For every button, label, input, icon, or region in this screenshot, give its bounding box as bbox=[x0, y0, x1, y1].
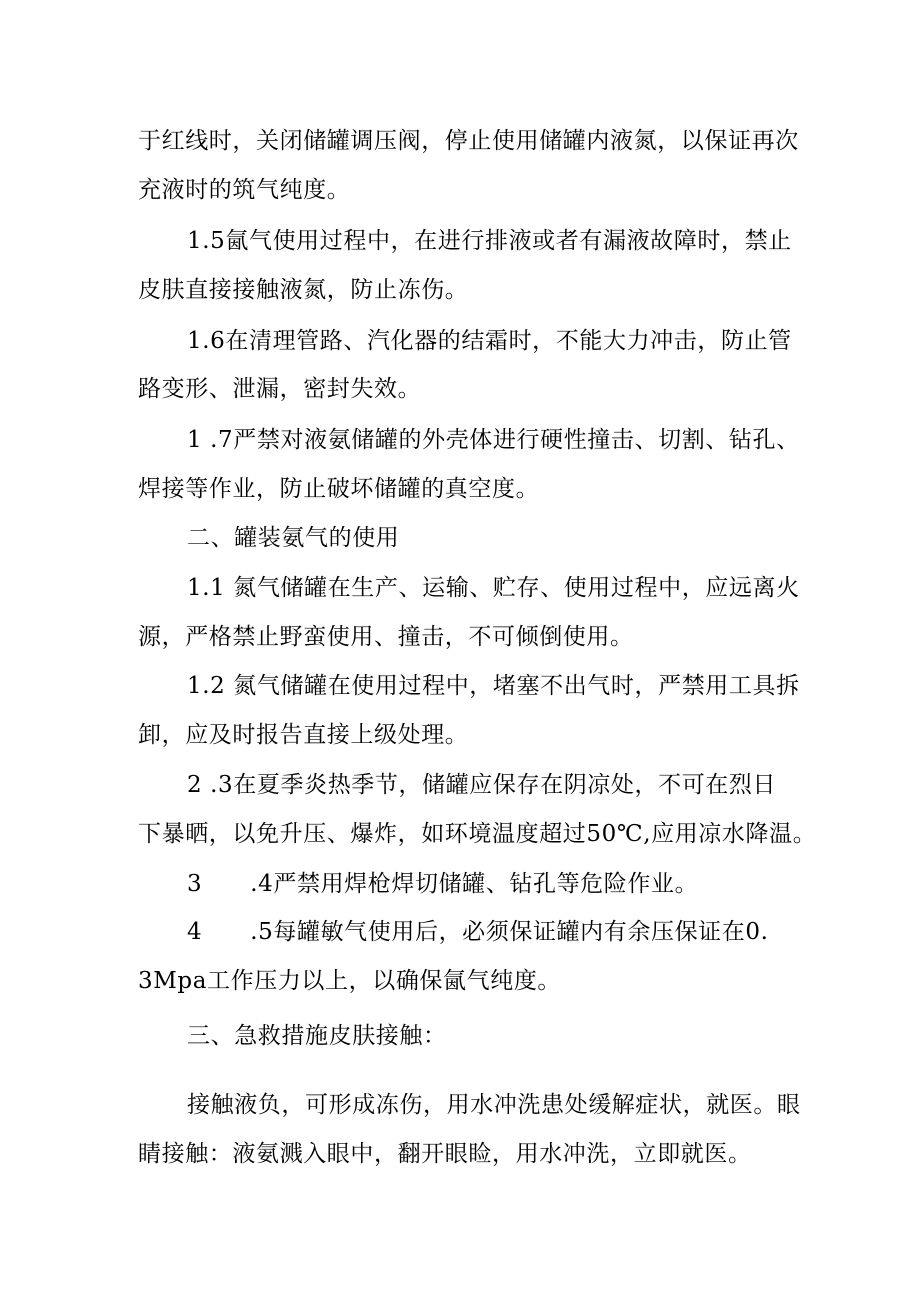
item-number-4: 4 bbox=[187, 919, 203, 945]
text-line-6: 路变形、泄漏，密封失效。 bbox=[138, 376, 422, 402]
section-heading-3: 三、急救措施皮肤接触： bbox=[187, 1023, 447, 1049]
text-line-20: 接触液负，可形成冻伤，用水冲洗患处缓解症状，就医。眼 bbox=[187, 1092, 801, 1118]
text-line-3: 1.5氤气使用过程中，在进行排液或者有漏液故障时，禁止 bbox=[187, 228, 792, 254]
item-number-3: 3 bbox=[187, 871, 203, 897]
text-line-12: 1.2 氮气储罐在使用过程中，堵塞不出气时，严禁用工具拆 bbox=[187, 673, 800, 699]
text-line-18: 3Mpa工作压力以上，以确保氤气纯度。 bbox=[138, 968, 562, 994]
text-line-14: 2 .3在夏季炎热季节，储罐应保存在阴凉处，不可在烈日 bbox=[187, 772, 777, 798]
text-line-15: 下暴晒，以免升压、爆炸，如环境温度超过50℃,应用凉水降温。 bbox=[138, 821, 817, 847]
text-line-2: 充液时的筑气纯度。 bbox=[138, 177, 351, 203]
text-line-7: 1 .7严禁对液氨储罐的外壳体进行硬性撞击、切割、钻孔、 bbox=[187, 427, 800, 453]
text-line-8: 焊接等作业，防止破坏储罐的真空度。 bbox=[138, 476, 540, 502]
text-line-13: 卸，应及时报告直接上级处理。 bbox=[138, 722, 469, 748]
text-line-5: 1.6在清理管路、汽化器的结霜时，不能大力冲击，防止管 bbox=[187, 328, 792, 354]
text-line-1: 于红线时，关闭储罐调压阀，停止使用储罐内液氮，以保证再次 bbox=[138, 128, 799, 154]
item-text-4: .5每罐敏气使用后，必须保证罐内有余压保证在0. bbox=[250, 919, 769, 945]
text-line-10: 1.1 氮气储罐在生产、运输、贮存、使用过程中，应远离火 bbox=[187, 575, 800, 601]
text-line-21: 睛接触：液氨溅入眼中，翻开眼睑，用水冲洗，立即就医。 bbox=[138, 1141, 752, 1167]
text-line-17 bbox=[187, 917, 769, 947]
text-line-16 bbox=[187, 869, 698, 899]
item-text-3: .4严禁用焊枪焊切储罐、钻孔等危险作业。 bbox=[250, 871, 699, 897]
text-line-11: 源，严格禁止野蛮使用、撞击，不可倾倒使用。 bbox=[138, 624, 634, 650]
section-heading-2: 二、罐装氨气的使用 bbox=[187, 525, 400, 551]
text-line-4: 皮肤直接接触液氮，防止冻伤。 bbox=[138, 277, 469, 303]
